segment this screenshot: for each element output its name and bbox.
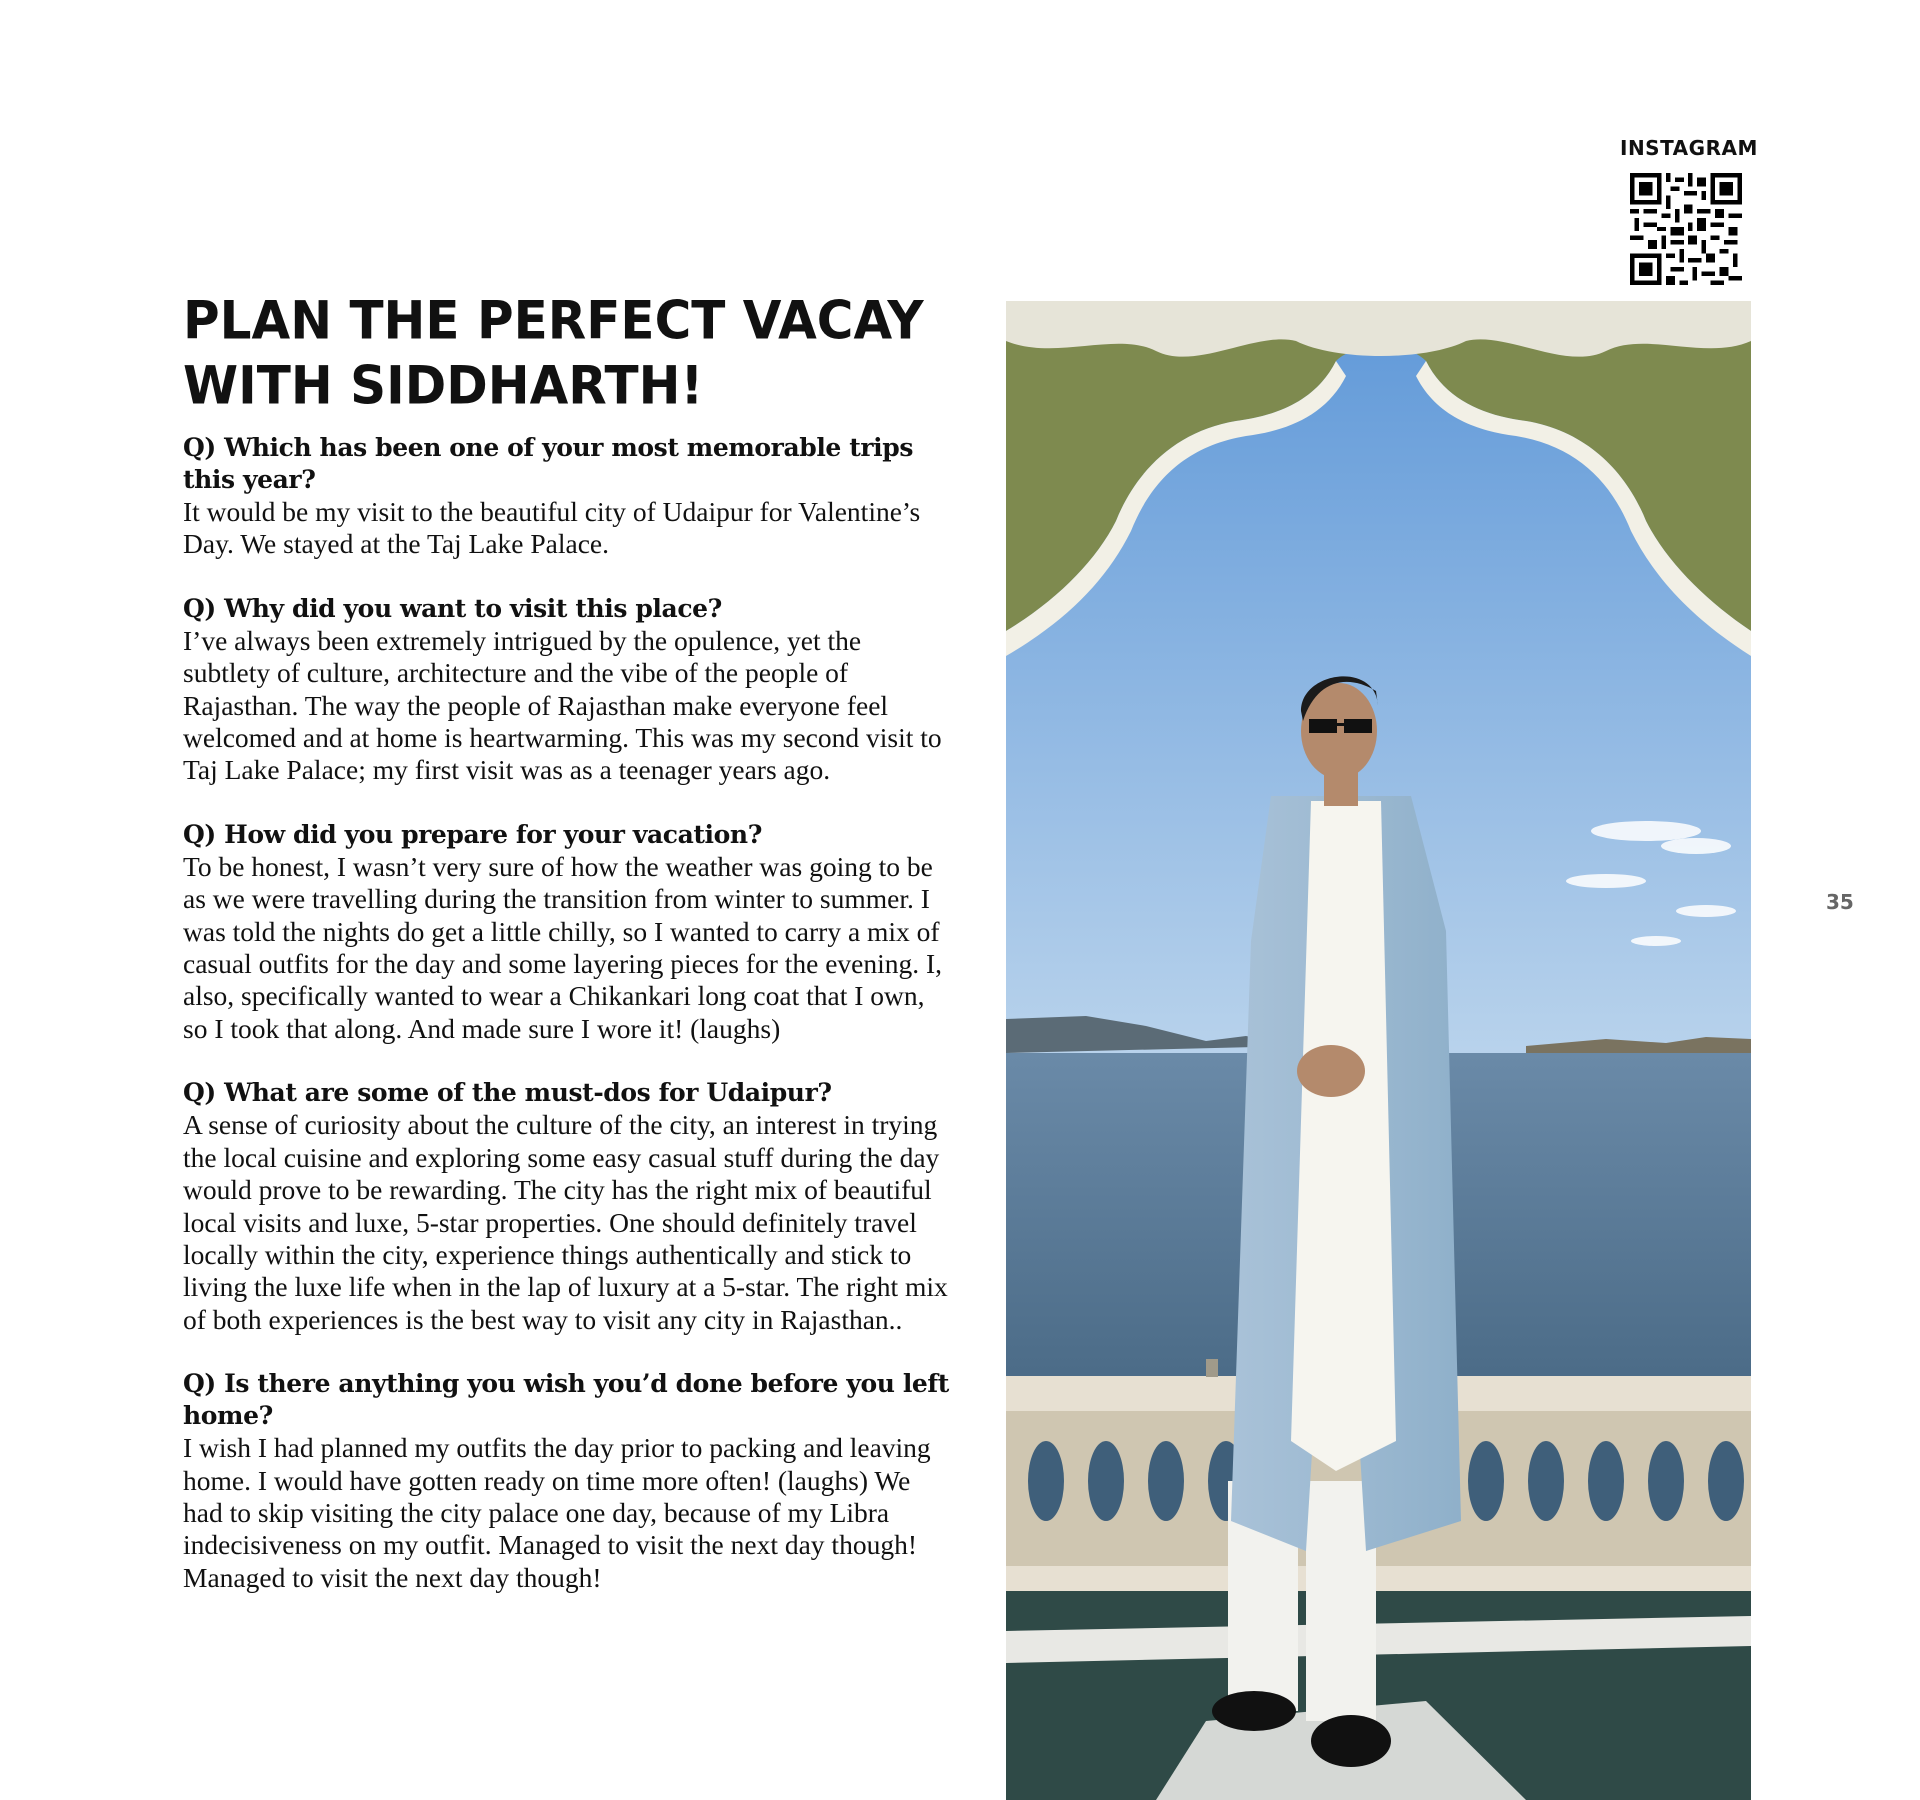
qa-item: [183, 1368, 953, 1594]
page-number: 35: [1826, 890, 1854, 914]
answer: A sense of curiosity about the culture of the city, an interest in trying the local cuisine and exploring some easy casual stuff during the day would prove to be rewarding. The city has the right mix of beautiful local visits and luxe, 5-star properties. One should definitely travel locally within the city, experience things authentically and stick to living the luxe life when in the lap of luxury at a 5-star. The right mix of both experiences is the best way to visit any city in Rajasthan..: [183, 1109, 948, 1335]
qa-item: [183, 593, 953, 787]
question: Q) What are some of the must-dos for Udaipur?: [183, 1078, 832, 1108]
question: Q) Is there anything you wish you’d done before you left home?: [183, 1369, 949, 1431]
qa-item: [183, 432, 953, 561]
article-headline: [183, 288, 983, 418]
question: Q) How did you prepare for your vacation?: [183, 819, 762, 849]
interview-body: [183, 432, 953, 1626]
question: Q) Why did you want to visit this place?: [183, 593, 722, 623]
headline-line-2: WITH SIDDHARTH!: [183, 355, 704, 417]
answer: I wish I had planned my outfits the day prior to packing and leaving home. I would have gotten ready on time more often! (laughs) We had to skip visiting the city palace one day, because of my Libra indecisiveness on my outfit. Managed to visit the next day though! Managed to visit the next day though!: [183, 1432, 931, 1593]
feature-photo: [1006, 301, 1751, 1800]
headline-line-1: PLAN THE PERFECT VACAY: [183, 290, 924, 351]
question: Q) Which has been one of your most memorable trips this year?: [183, 433, 914, 494]
qa-item: [183, 1077, 953, 1336]
answer: I’ve always been extremely intrigued by the opulence, yet the subtlety of culture, architecture and the vibe of the people of Rajasthan. The way the people of Rajasthan make everyone feel welcomed and at home is heartwarming. This was my second visit to Taj Lake Palace; my first visit was as a teenager years ago.: [183, 624, 942, 786]
answer: To be honest, I wasn’t very sure of how the weather was going to be as we were travelling during the transition from winter to summer. I was told the nights do get a little chilly, so I wanted to carry a mix of casual outfits for the day and some layering pieces for the evening. I, also, specifically wanted to wear a Chikankari long coat that I own, so I took that along. And made sure I wore it! (laughs): [183, 850, 943, 1044]
instagram-label: INSTAGRAM: [1620, 136, 1758, 160]
qa-item: [183, 819, 953, 1045]
answer: It would be my visit to the beautiful city of Udaipur for Valentine’s Day. We stayed at the Taj Lake Palace.: [183, 496, 921, 560]
qr-code-icon[interactable]: [1630, 173, 1742, 285]
